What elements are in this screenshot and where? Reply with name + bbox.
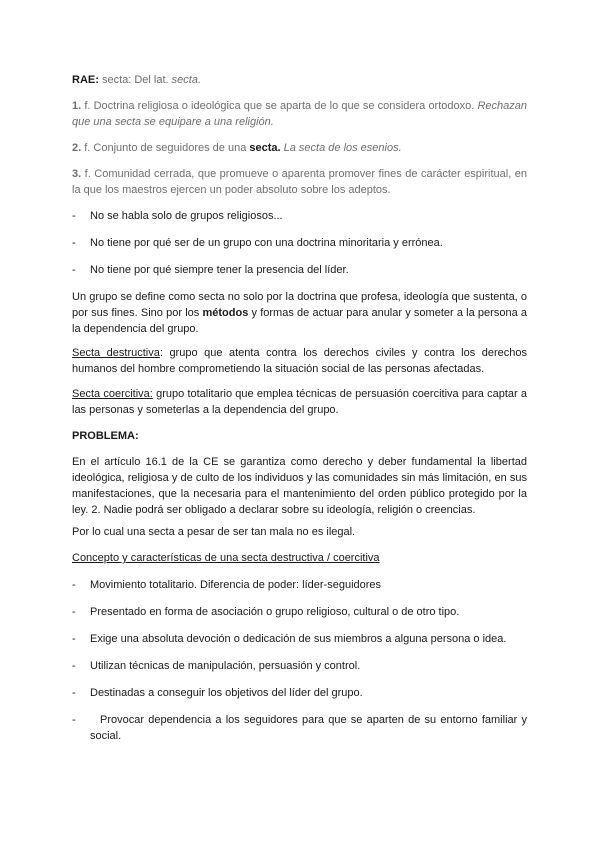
characteristic-text: Exige una absoluta devoción o dedicación de sus miembros a alguna persona o idea. xyxy=(90,633,507,645)
characteristic-item xyxy=(72,577,527,593)
bullet-dash: - xyxy=(72,264,76,276)
definition-number: 3. xyxy=(72,168,82,180)
definition-2 xyxy=(72,140,527,156)
characteristics-heading: Concepto y características de una secta destructiva / coercitiva xyxy=(72,552,380,564)
destructive-sect-term: Secta destructiva xyxy=(72,347,160,359)
characteristic-item xyxy=(72,712,527,744)
coercive-sect-text: grupo totalitario que emplea técnicas de persuasión coercitiva para captar a las personas y someterlas a la dependencia del grupo. xyxy=(72,388,528,416)
bullet-dash: - xyxy=(72,687,76,699)
problem-heading: PROBLEMA: xyxy=(72,430,139,442)
definition-bold-term: secta. xyxy=(249,142,281,154)
bullet-dash: - xyxy=(72,579,76,591)
characteristic-text: Presentado en forma de asociación o grupo religioso, cultural o de otro tipo. xyxy=(90,606,460,618)
definition-paragraph xyxy=(72,289,527,337)
rae-label: RAE: xyxy=(72,74,99,86)
destructive-sect-paragraph xyxy=(72,345,527,377)
bullet-dash: - xyxy=(72,237,76,249)
bullet-dash: - xyxy=(72,714,76,726)
coercive-sect-paragraph xyxy=(72,386,527,418)
note-item xyxy=(72,208,527,224)
definition-number: 2. xyxy=(72,142,82,154)
note-item xyxy=(72,262,527,278)
bullet-dash: - xyxy=(72,606,76,618)
characteristic-item xyxy=(72,685,527,701)
characteristic-item xyxy=(72,604,527,620)
definition-text: f. Comunidad cerrada, que promueve o aparenta promover fines de carácter espiritual, en la que los maestros ejercen un poder absoluto sobre los adeptos. xyxy=(72,168,527,196)
destructive-sect-text: : grupo que atenta contra los derechos civiles y contra los derechos humanos del hombre comprometiendo la situación social de las personas afectadas. xyxy=(72,347,528,375)
coercive-sect-term: Secta coercitiva: xyxy=(72,388,153,400)
characteristic-text: Provocar dependencia a los seguidores para que se aparten de su entorno familiar y social. xyxy=(90,714,527,742)
characteristic-item xyxy=(72,631,527,647)
note-item xyxy=(72,235,527,251)
problem-text: En el artículo 16.1 de la CE se garantiza como derecho y deber fundamental la libertad ideológica, religiosa y de culto de los individuos y las comunidades sin más limitación, en sus manifestaciones, que la necesaria para el mantenimiento del orden público protegido por la ley. 2. Nadie podrá ser obligado a declarar sobre su ideología, religión o creencias. xyxy=(72,456,527,516)
bullet-dash: - xyxy=(72,633,76,645)
note-text: No tiene por qué siempre tener la presencia del líder. xyxy=(90,264,349,276)
definition-number: 1. xyxy=(72,100,82,112)
bullet-dash: - xyxy=(72,210,76,222)
problem-conclusion: Por lo cual una secta a pesar de ser tan mala no es ilegal. xyxy=(72,526,356,538)
paragraph-bold-term: métodos xyxy=(202,307,249,319)
characteristic-item xyxy=(72,658,527,674)
definition-3 xyxy=(72,166,527,198)
characteristic-text: Movimiento totalitario. Diferencia de poder: líder-seguidores xyxy=(90,579,382,591)
note-text: No tiene por qué ser de un grupo con una doctrina minoritaria y errónea. xyxy=(90,237,443,249)
note-text: No se habla solo de grupos religiosos... xyxy=(90,210,283,222)
definition-text: f. Conjunto de seguidores de una xyxy=(81,142,250,154)
rae-text: secta: Del lat. xyxy=(98,74,172,86)
characteristic-text: Utilizan técnicas de manipulación, persuasión y control. xyxy=(90,660,361,672)
bullet-dash: - xyxy=(72,660,76,672)
paragraph-text: y formas de actuar para anular y someter a la persona a la dependencia del grupo. xyxy=(72,307,528,335)
characteristic-text: Destinadas a conseguir los objetivos del líder del grupo. xyxy=(90,687,363,699)
definition-example: La secta de los esenios. xyxy=(280,142,402,154)
definition-1 xyxy=(72,98,527,130)
rae-latin: secta. xyxy=(171,74,202,86)
definition-text: f. Doctrina religiosa o ideológica que se aparta de lo que se considera ortodoxo. xyxy=(81,100,478,112)
rae-line xyxy=(72,72,527,88)
definition-example: Rechazan que una secta se equipare a una religión. xyxy=(72,100,527,128)
paragraph-text: Un grupo se define como secta no solo por la doctrina que profesa, ideología que sustenta, o por sus fines. Sino por los xyxy=(72,291,527,319)
